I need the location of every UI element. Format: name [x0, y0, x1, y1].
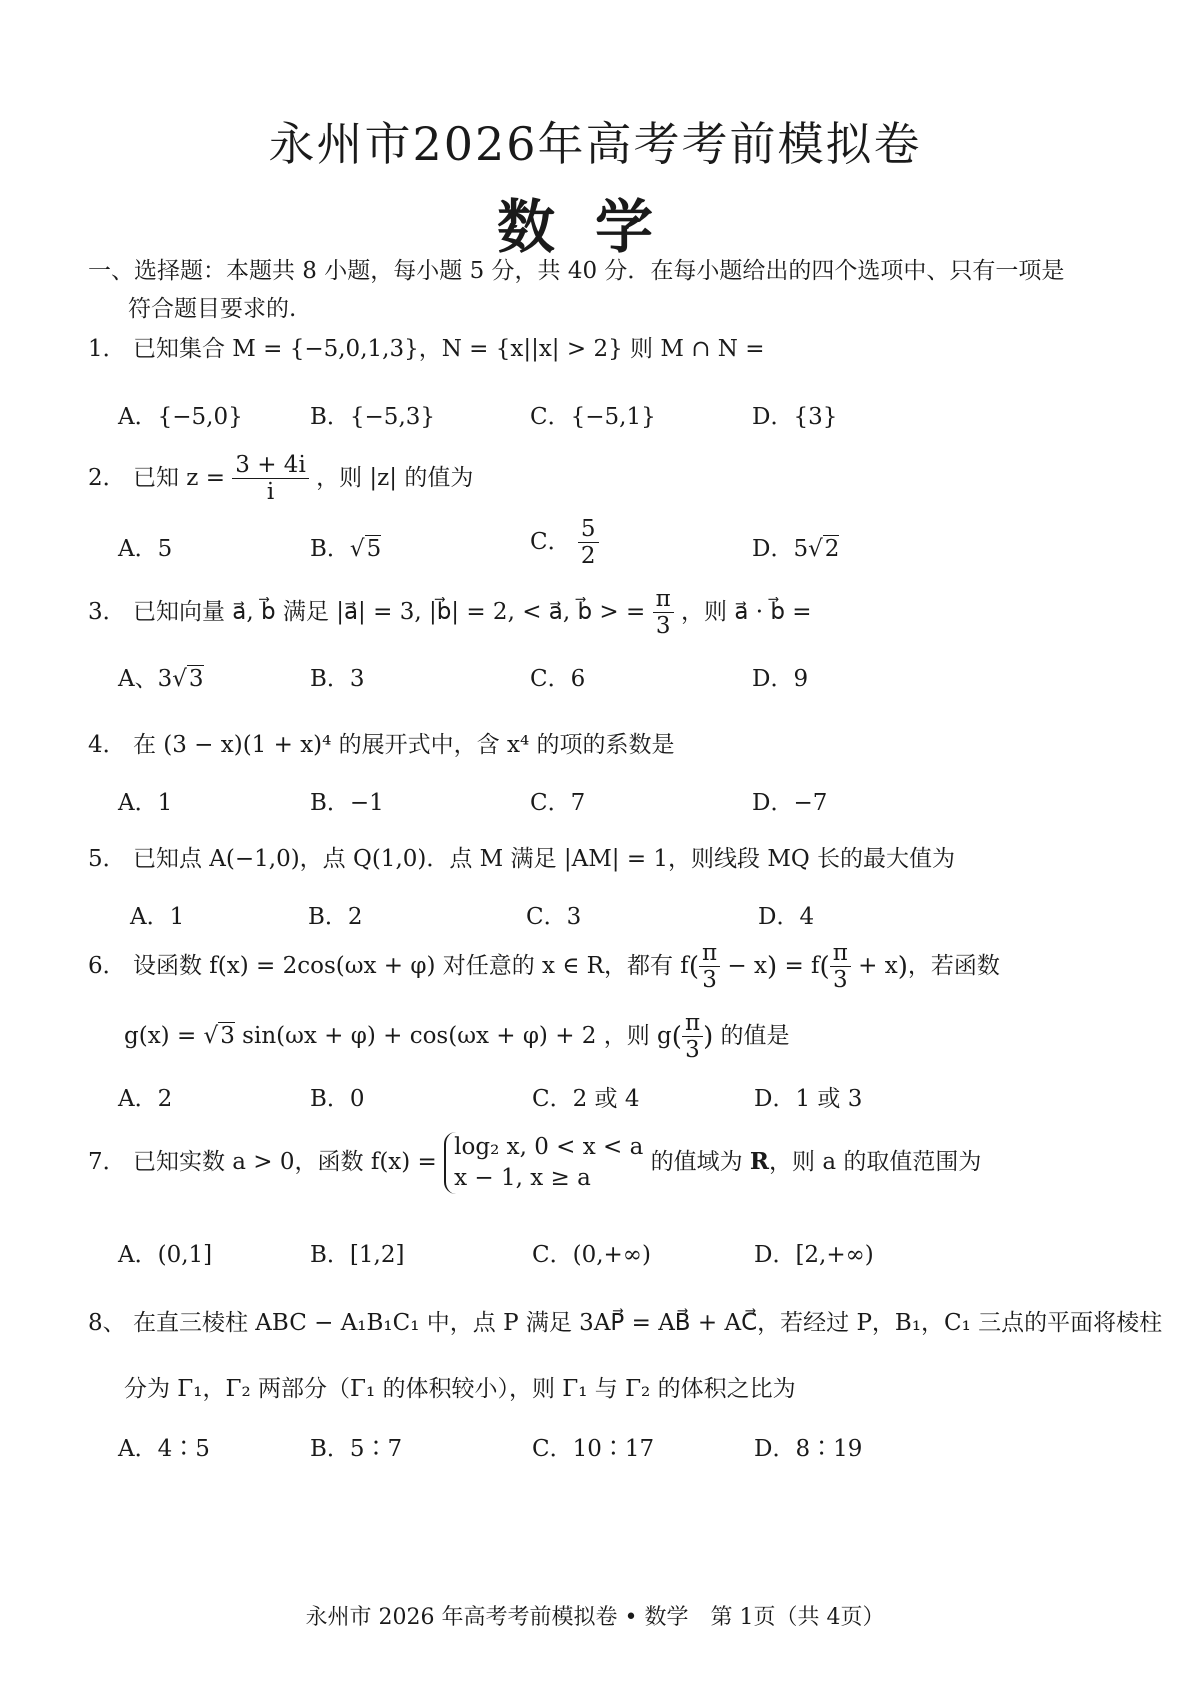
- sqrt-sign: √: [808, 536, 823, 562]
- fraction: [699, 940, 720, 994]
- option-b: B．{−5,3}: [310, 404, 436, 430]
- option-b: B．2: [308, 904, 363, 930]
- question-number: 7．: [88, 1149, 126, 1176]
- option-a: A．(0,1]: [118, 1242, 213, 1268]
- option-b: B．0: [310, 1086, 365, 1112]
- left-paren: (: [688, 951, 699, 982]
- option-c: C．7: [530, 790, 586, 816]
- option-a: [118, 660, 204, 693]
- question-6: [88, 940, 1000, 994]
- sqrt-radicand: 3: [220, 1022, 235, 1049]
- option-c: C．(0,+∞): [532, 1242, 651, 1268]
- question-5: [88, 840, 955, 873]
- option-label: D．5: [752, 536, 809, 562]
- option-d: D．1 或 3: [754, 1086, 863, 1112]
- sqrt-radicand: 2: [824, 536, 840, 562]
- question-text-post-2: ，则 a 的取值范围为: [769, 1149, 982, 1176]
- option-c: [530, 516, 599, 570]
- fraction: [653, 586, 674, 640]
- option-d: D．−7: [752, 790, 828, 816]
- question-number: 5．: [88, 846, 126, 872]
- option-a: A．5: [118, 536, 173, 562]
- option-c: C．6: [530, 666, 586, 692]
- fraction-numerator: π: [653, 586, 674, 613]
- option-c: C．{−5,1}: [530, 404, 656, 430]
- option-b: B．5∶7: [310, 1436, 403, 1462]
- question-text: 已知点 A(−1,0)，点 Q(1,0)．点 M 满足 |AM| = 1，则线段 MQ 长的最大值为: [132, 846, 956, 872]
- question-number: 4．: [88, 732, 126, 758]
- option-a: A．1: [118, 790, 173, 816]
- fraction-denominator: 3: [702, 967, 717, 994]
- option-label: A、3: [118, 666, 173, 692]
- option-a: A．2: [118, 1086, 173, 1112]
- fraction: [232, 452, 309, 506]
- question-text: 在直三棱柱 ABC − A₁B₁C₁ 中，点 P 满足 3AP⃗ = AB⃗ + AC⃗，若经过 P，B₁，C₁ 三点的平面将棱柱: [132, 1310, 1163, 1336]
- sqrt-sign: √: [203, 1022, 219, 1049]
- question-text: 在 (3 − x)(1 + x)⁴ 的展开式中，含 x⁴ 的项的系数是: [132, 732, 675, 758]
- option-b: B．−1: [310, 790, 384, 816]
- sqrt-radicand: 5: [366, 536, 382, 562]
- left-paren: (: [819, 951, 830, 982]
- page-footer: 永州市 2026 年高考考前模拟卷 • 数学 第 1页（共 4页）: [305, 1605, 885, 1630]
- fraction-tail: − x: [727, 952, 767, 979]
- question-text-post: 的值是: [720, 1022, 790, 1049]
- question-number: 6．: [88, 952, 126, 979]
- question-text-post: ，则 |z| 的值为: [316, 464, 474, 491]
- option-d: [752, 530, 839, 563]
- fraction-numerator: 5: [578, 516, 599, 543]
- option-c: C．2 或 4: [532, 1086, 640, 1112]
- option-label: B．: [310, 536, 350, 562]
- option-a: A．4∶5: [118, 1436, 210, 1462]
- question-2: [88, 452, 473, 506]
- option-d: D．{3}: [752, 404, 838, 430]
- question-text-post: 的值域为: [650, 1149, 750, 1176]
- option-a: A．1: [130, 904, 185, 930]
- option-d: D．[2,+∞): [754, 1242, 874, 1268]
- option-a: A．{−5,0}: [118, 404, 243, 430]
- question-text-post: ，则 a⃗ · b⃗ =: [681, 598, 812, 625]
- fraction-denominator: 3: [832, 967, 848, 994]
- fraction-numerator: 3 + 4i: [232, 452, 309, 479]
- question-6-line-2: [124, 1010, 790, 1064]
- question-7: [88, 1132, 981, 1194]
- question-text-pre: 已知向量 a⃗, b⃗ 满足 |a⃗| = 3, |b⃗| = 2, < a⃗, b⃗ > =: [132, 598, 646, 625]
- piecewise-case-1: log₂ x, 0 < x < a: [454, 1134, 644, 1160]
- fraction: [578, 516, 599, 570]
- question-text-post: ，若函数: [907, 952, 1000, 979]
- subject-title: 数学: [496, 193, 693, 261]
- real-set-symbol: R: [749, 1148, 770, 1176]
- question-text-pre: 已知 z =: [132, 464, 225, 491]
- question-number: 1．: [88, 336, 126, 362]
- question-number: 3．: [88, 598, 126, 625]
- piecewise-case-2: x − 1, x ≥ a: [454, 1165, 591, 1192]
- section-instructions: 一、选择题：本题共 8 小题，每小题 5 分，共 40 分．在每小题给出的四个选项中、只有一项是: [88, 258, 1065, 284]
- option-b: B．3: [310, 666, 365, 692]
- fraction-denominator: i: [266, 479, 275, 506]
- question-text-mid: = f: [784, 952, 820, 979]
- question-8-line-2: 分为 Γ₁，Γ₂ 两部分（Γ₁ 的体积较小），则 Γ₁ 与 Γ₂ 的体积之比为: [124, 1376, 796, 1402]
- question-text-mid: sin(ωx + φ) + cos(ωx + φ) + 2 ，则 g: [242, 1022, 672, 1049]
- right-paren: ): [897, 951, 908, 982]
- option-c: C．10∶17: [532, 1436, 655, 1462]
- option-d: D．4: [758, 904, 815, 930]
- question-4: [88, 726, 675, 759]
- right-paren: ): [703, 1021, 714, 1052]
- option-d: D．8∶19: [754, 1436, 863, 1462]
- fraction-tail: + x: [858, 952, 898, 979]
- fraction-numerator: π: [830, 940, 851, 967]
- sqrt-sign: √: [349, 536, 365, 562]
- question-number: 2．: [88, 464, 126, 491]
- option-c: C．3: [526, 904, 582, 930]
- question-text-pre: 设函数 f(x) = 2cos(ωx + φ) 对任意的 x ∈ R，都有 f: [132, 952, 689, 979]
- question-1: [88, 330, 765, 363]
- fraction-denominator: 2: [580, 543, 596, 570]
- question-text-pre: g(x) =: [124, 1022, 197, 1049]
- question-3: [88, 586, 812, 640]
- right-paren: ): [766, 951, 778, 982]
- left-paren: (: [671, 1021, 682, 1052]
- fraction-numerator: π: [682, 1010, 703, 1037]
- question-number: 8、: [88, 1310, 126, 1336]
- option-d: D．9: [752, 666, 809, 692]
- section-instructions-cont: 符合题目要求的.: [128, 296, 297, 322]
- option-label: C．: [530, 528, 571, 555]
- fraction-numerator: π: [699, 940, 720, 967]
- fraction-denominator: 3: [685, 1037, 700, 1064]
- fraction: [682, 1010, 703, 1064]
- exam-title: 永州市2026年高考考前模拟卷: [268, 117, 922, 171]
- sqrt-radicand: 3: [188, 666, 204, 692]
- question-8: [88, 1304, 1162, 1337]
- question-text: 已知集合 M = {−5,0,1,3}，N = {x||x| > 2} 则 M ∩ N =: [132, 336, 765, 362]
- fraction-denominator: 3: [655, 613, 671, 640]
- option-b: [310, 530, 381, 563]
- sqrt-sign: √: [172, 666, 187, 692]
- fraction: [830, 940, 851, 994]
- question-text-pre: 已知实数 a > 0，函数 f(x) =: [132, 1149, 437, 1176]
- option-b: B．[1,2]: [310, 1242, 405, 1268]
- piecewise-brace: [444, 1132, 643, 1194]
